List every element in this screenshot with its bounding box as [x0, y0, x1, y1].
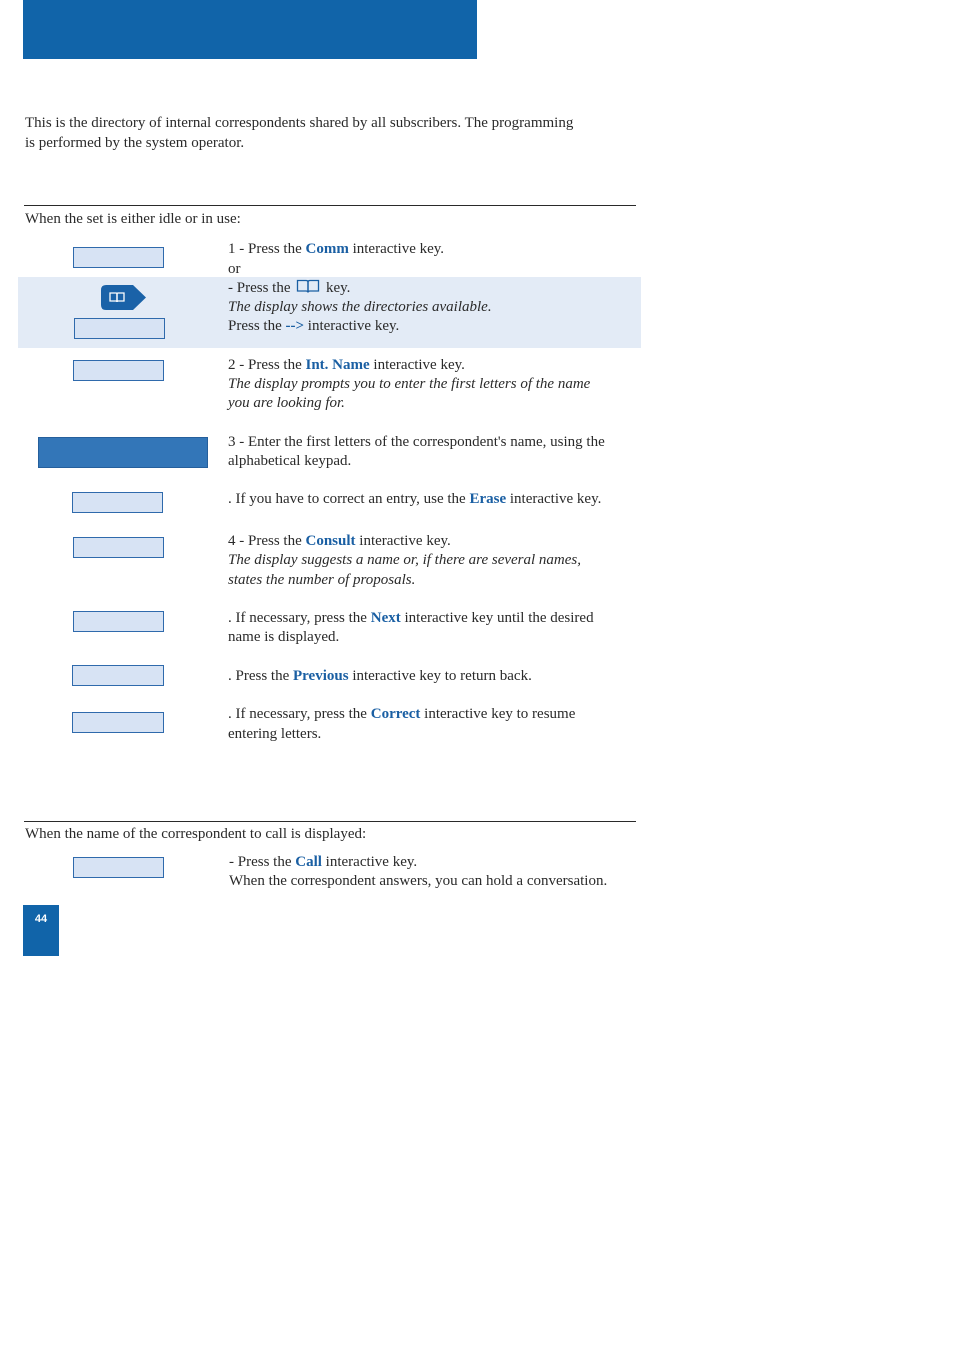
- step-1-alt-note: The display shows the directories available.: [228, 299, 492, 315]
- correct-text: . If necessary, press the Correct interactive key to resume: [228, 706, 576, 722]
- header-bar: [23, 0, 477, 59]
- step-1-arrow: Press the --> interactive key.: [228, 318, 400, 334]
- keyword-next: Next: [370, 610, 401, 626]
- directory-key[interactable]: [101, 285, 146, 310]
- call-text: - Press the Call interactive key.: [229, 854, 418, 870]
- page-number: 44: [34, 913, 48, 925]
- next-line-2: name is displayed.: [228, 629, 340, 645]
- step-3-line-2: alphabetical keypad.: [228, 453, 352, 469]
- keyword-comm: Comm: [305, 241, 349, 257]
- keyword-call: Call: [295, 854, 322, 870]
- intro-line-2: is performed by the system operator.: [25, 135, 245, 151]
- keyword-erase: Erase: [469, 491, 507, 507]
- step-1-or: or: [228, 261, 241, 277]
- step-2-note-2: you are looking for.: [228, 395, 345, 411]
- previous-text: . Press the Previous interactive key to return back.: [228, 668, 532, 684]
- correct-line-2: entering letters.: [228, 726, 322, 742]
- step-3-line-1: 3 - Enter the first letters of the correspondent's name, using the: [228, 434, 605, 450]
- section-1-condition: When the set is either idle or in use:: [25, 211, 241, 227]
- section-2-condition: When the name of the correspondent to call is displayed:: [25, 826, 367, 842]
- section-divider-2: [24, 821, 636, 822]
- next-text: . If necessary, press the Next interactive key until the desired: [228, 610, 594, 626]
- previous-key[interactable]: [72, 665, 164, 686]
- next-key[interactable]: [73, 611, 164, 632]
- call-line-2: When the correspondent answers, you can hold a conversation.: [229, 873, 608, 889]
- keyword-arrow: -->: [285, 318, 305, 334]
- int-name-key[interactable]: [73, 360, 164, 381]
- comm-key[interactable]: [73, 247, 164, 268]
- intro-line-1: This is the directory of internal correspondents shared by all subscribers. The programming: [25, 115, 574, 131]
- arrow-key[interactable]: [74, 318, 165, 339]
- step-4-note-1: The display suggests a name or, if there are several names,: [228, 552, 582, 568]
- directory-key-shape: [101, 285, 146, 310]
- keyword-int-name: Int. Name: [305, 357, 370, 373]
- step-2-text: 2 - Press the Int. Name interactive key.: [228, 357, 465, 373]
- consult-key[interactable]: [73, 537, 164, 558]
- alphabetical-keypad[interactable]: [38, 437, 208, 468]
- step-2-note-1: The display prompts you to enter the first letters of the name: [228, 376, 591, 392]
- erase-key[interactable]: [72, 492, 163, 513]
- step-4-note-2: states the number of proposals.: [228, 572, 416, 588]
- step-4-text: 4 - Press the Consult interactive key.: [228, 533, 451, 549]
- section-divider-1: [24, 205, 636, 206]
- call-key[interactable]: [73, 857, 164, 878]
- page-number-box: [23, 905, 59, 956]
- erase-text: . If you have to correct an entry, use the Erase interactive key.: [228, 491, 602, 507]
- keyword-previous: Previous: [293, 668, 349, 684]
- keyword-consult: Consult: [305, 533, 356, 549]
- correct-key[interactable]: [72, 712, 164, 733]
- step-1-text: 1 - Press the Comm interactive key.: [228, 241, 445, 257]
- step-1-alt: - Press the key.: [228, 280, 351, 296]
- book-icon: [296, 279, 320, 294]
- keyword-correct: Correct: [370, 706, 421, 722]
